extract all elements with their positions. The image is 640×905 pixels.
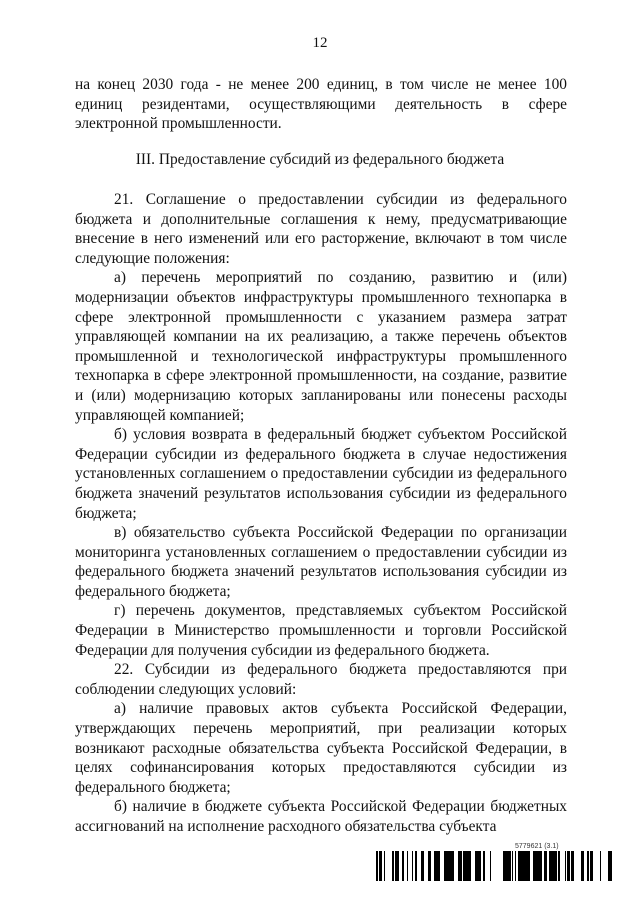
paragraph-22: 22. Субсидии из федерального бюджета предоставляются при соблюдении следующих условий: [75,661,567,698]
barcode-bar [567,851,570,881]
barcode-bar [376,851,378,881]
barcode-bar [463,851,465,881]
barcode-bar [451,851,454,881]
barcode-bar [520,851,522,881]
barcode-bar [470,851,471,881]
barcode-bar [434,851,436,881]
barcode-bar [515,851,516,881]
barcode-image [376,851,612,881]
barcode-bar [611,851,612,881]
barcode-bar [490,851,491,881]
barcode-bar [448,851,451,881]
paragraph-22-b: б) наличие в бюджете субъекта Российской Федерации бюджетных ассигнований на исполнение расходного обязательства субъекта [75,798,567,835]
barcode-bar [590,851,591,881]
barcode-bar [468,851,470,881]
barcode-bar [465,851,466,881]
barcode-bar [523,851,525,881]
barcode-bar [415,851,416,881]
barcode-bar [533,851,535,881]
barcode-bar [398,851,399,881]
barcode-bar [480,851,481,881]
barcode-bar [552,851,554,881]
barcode-bar [554,851,557,881]
barcode-bar [436,851,438,881]
barcode-bar [475,851,478,881]
barcode-bar [458,851,461,881]
barcode-bar [445,851,448,881]
barcode-bar [600,851,601,881]
barcode-bar [535,851,538,881]
barcode-bar [587,851,589,881]
page-number: 12 [312,35,328,51]
body-text [75,190,567,837]
barcode-bar [466,851,468,881]
barcode-bar [591,851,593,881]
continuation-paragraph: на конец 2030 года - не менее 200 единиц, в том числе не менее 100 единиц резидентами, осуществляющими деятельность в сфере электронной промышленности. [75,76,567,133]
barcode-bar [512,851,513,881]
barcode-bar [504,851,506,881]
barcode-bar [571,851,572,881]
barcode-bar [572,851,573,881]
barcode-bar [518,851,520,881]
barcode-bar [444,851,445,881]
barcode-bar [544,851,547,881]
section-heading: III. Предоставление субсидий из федерального бюджета [135,151,505,168]
paragraph-21-v: в) обязательство субъекта Российской Федерации по организации мониторинга установленных соглашением о предоставлении субсидии из федерального бюджета значений результатов использования субсидии из федерального бюджета; [75,524,567,600]
barcode-bar [416,851,417,881]
barcode-bar [558,851,560,881]
barcode-bar [538,851,540,881]
barcode-bar [549,851,552,881]
barcode-bar [412,851,413,881]
barcode-bar [540,851,542,881]
paragraph-21: 21. Соглашение о предоставлении субсидии из федерального бюджета и дополнительные соглашения к нему, предусматривающие внесение в него изменений или его расторжение, включают в том числе следующие положения: [75,191,567,267]
barcode-bar [428,851,431,881]
barcode-bar [608,851,611,881]
barcode-bar [402,851,404,881]
barcode-bar [508,851,511,881]
barcode-bar [407,851,408,881]
document-code: 5779621 (3.1) [515,843,559,850]
barcode-bar [438,851,440,881]
barcode-bar [381,851,382,881]
paragraph-21-g: г) перечень документов, представляемых субъектом Российской Федерации в Министерство промышленности и торговли Российской Федерации для получения субсидии из федерального бюджета. [75,602,567,659]
barcode-bar [461,851,462,881]
barcode-bar [573,851,574,881]
barcode-bar [522,851,523,881]
barcode-bar [528,851,530,881]
paragraph-21-b: б) условия возврата в федеральный бюджет субъектом Российской Федерации субсидии из федерального бюджета в случае недостижения установленных соглашением о предоставлении субсидии из федерального бюджета значений результатов использования субсидии из федерального бюджета; [75,426,567,522]
barcode-bar [384,851,385,881]
barcode-bar [525,851,528,881]
barcode-bar [395,851,398,881]
paragraph-21-a: а) перечень мероприятий по созданию, развитию и (или) модернизации объектов инфраструктуры промышленного технопарка в сфере электронной промышленности с указанием размера затрат управляющей компании на их реализацию, а также перечень объектов промышленной и технологической инфраструктуры промышленного технопарка в сфере электронной промышленности, на создание, развитие и (или) модернизацию которых запланированы или понесены расходы управляющей компанией; [75,269,567,424]
barcode-bar [392,851,394,881]
barcode-bar [483,851,485,881]
barcode-bar [503,851,504,881]
barcode-bar [581,851,584,881]
barcode-bar [506,851,508,881]
paragraph-22-a: а) наличие правовых актов субъекта Российской Федерации, утверждающих перечень мероприятий, при реализации которых возникают расходные обязательства субъекта Российской Федерации, в целях софинансирования которых предоставляются субсидии из федерального бюджета; [75,700,567,796]
barcode-bar [379,851,381,881]
continuation-text [75,75,567,134]
barcode-bar [565,851,566,881]
barcode-bar [478,851,480,881]
barcode-bar [421,851,424,881]
